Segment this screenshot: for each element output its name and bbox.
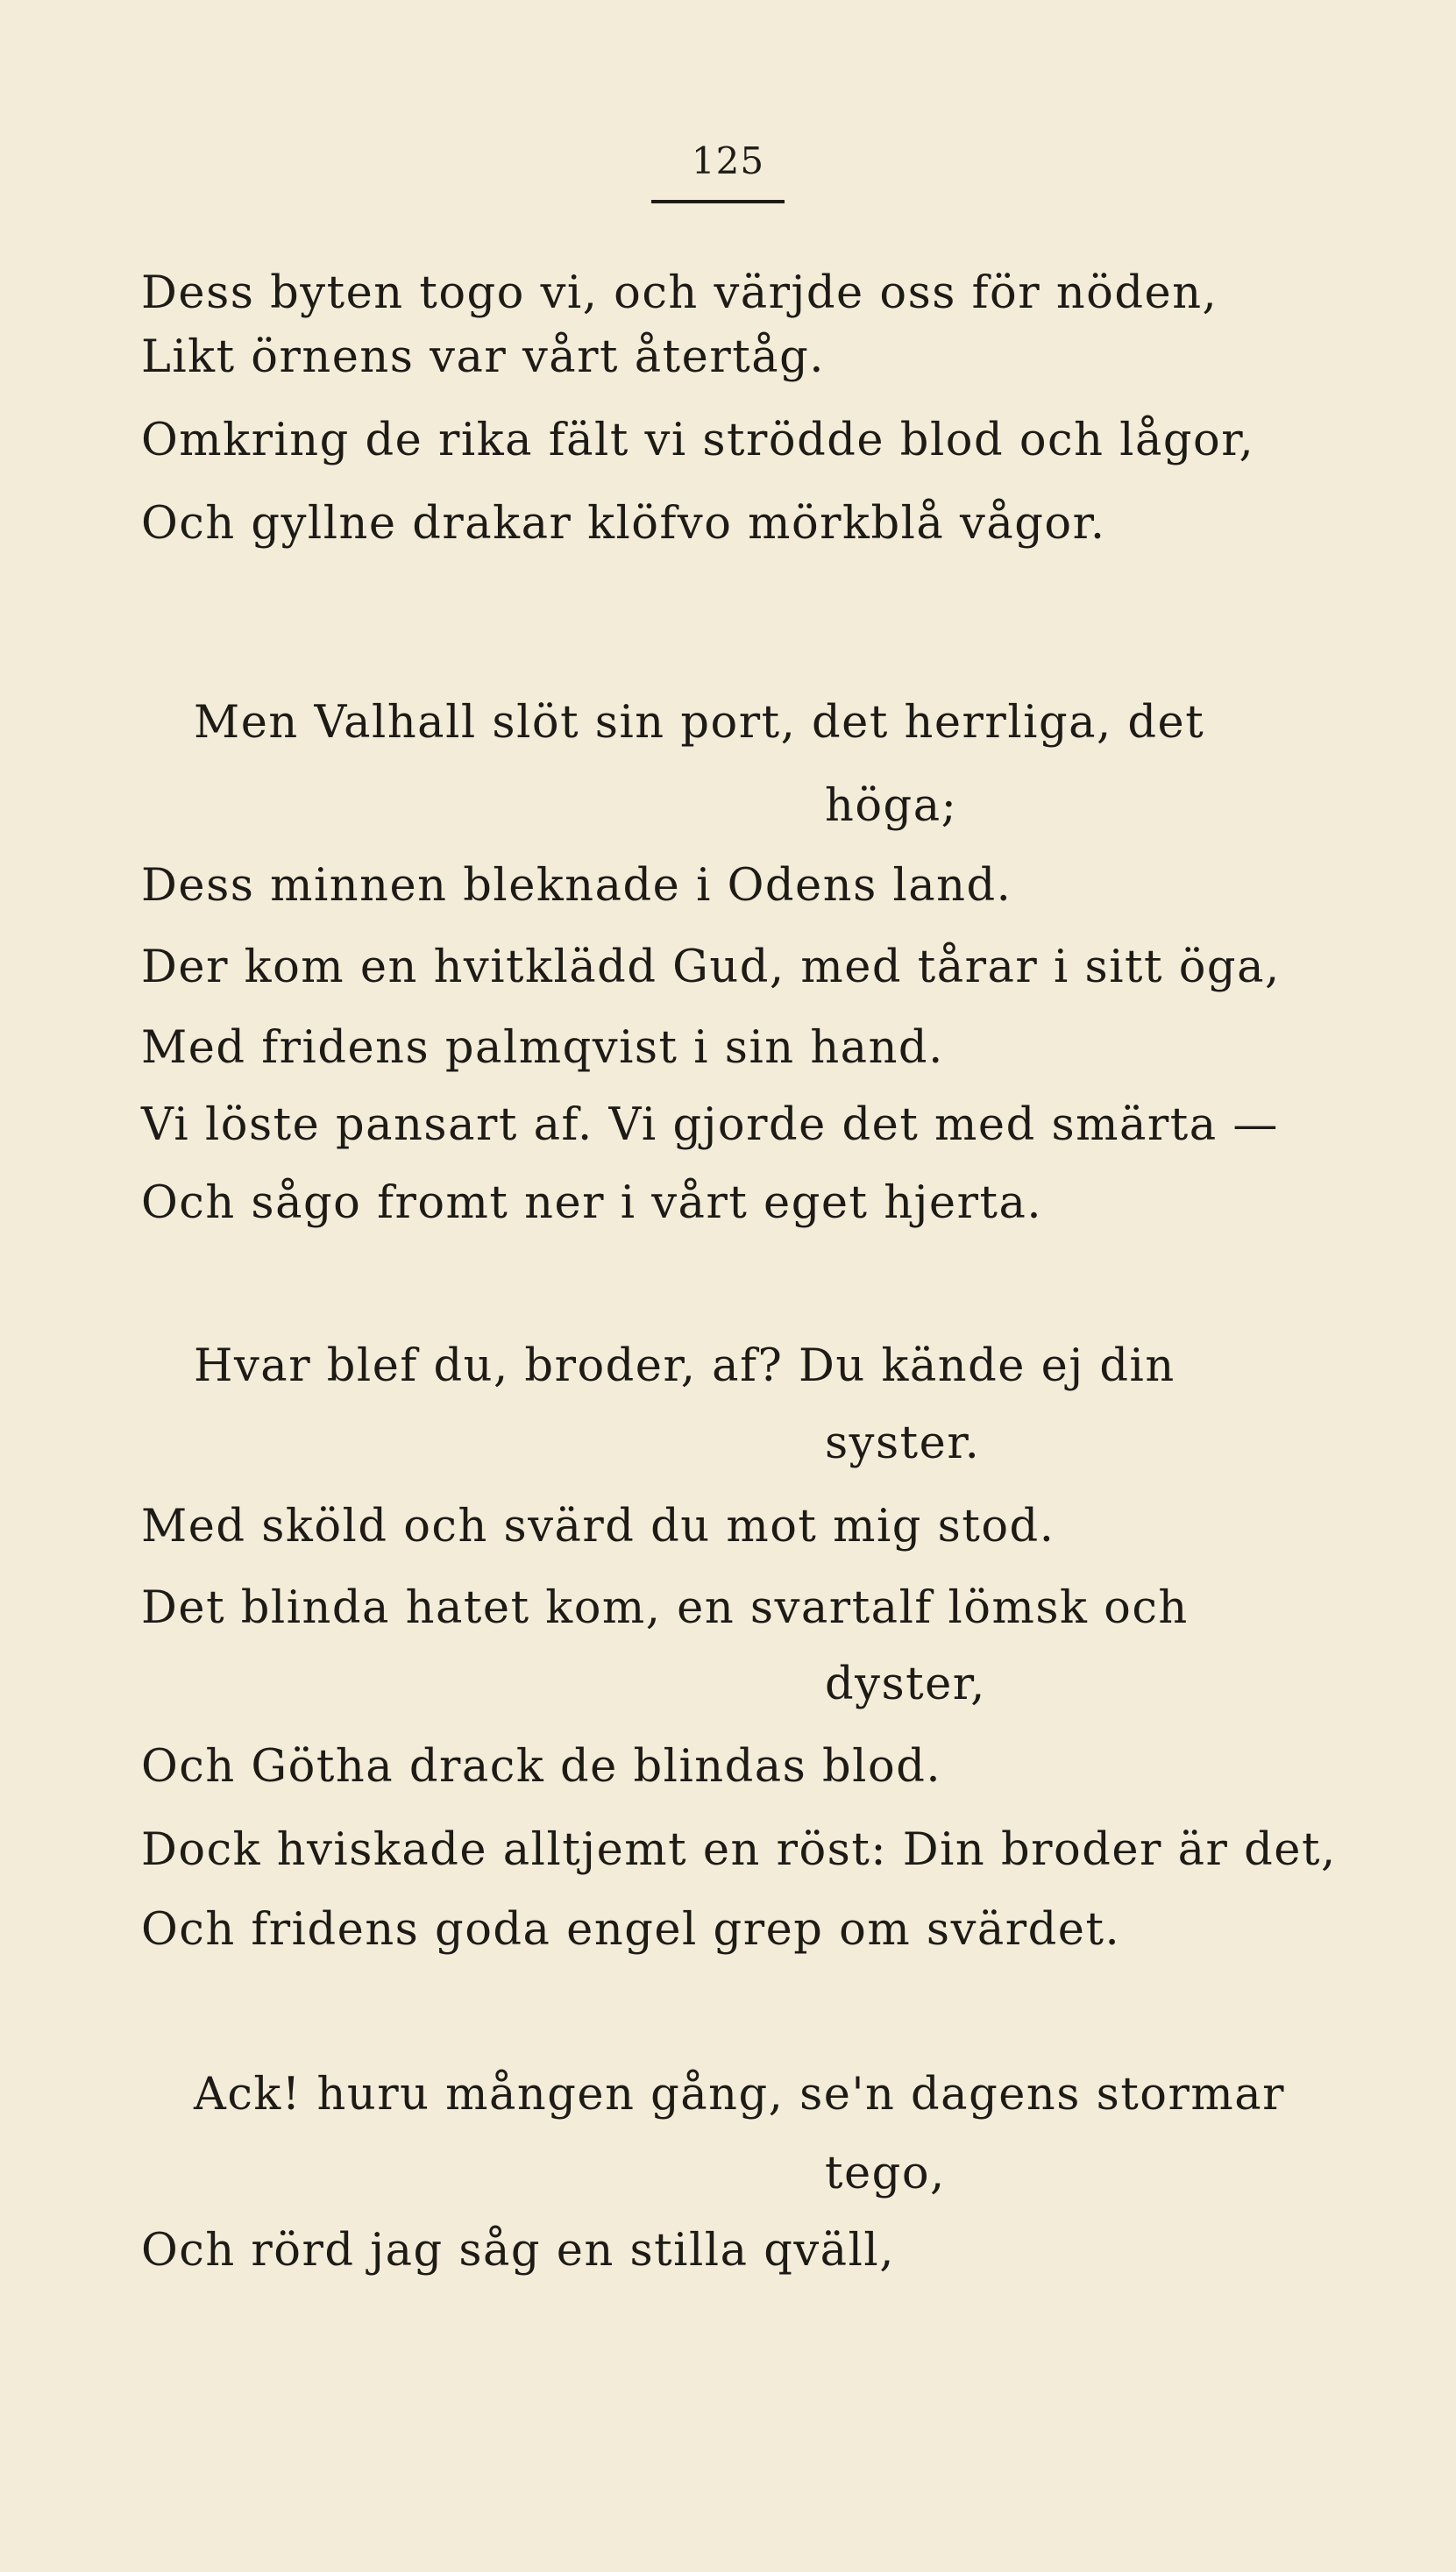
verse-line: Och gyllne drakar klöfvo mörkblå vågor. (141, 498, 1106, 550)
verse-line: Och rörd jag såg en stilla qväll, (141, 2225, 895, 2277)
page-number: 125 (691, 139, 765, 182)
verse-line: Och fridens goda engel grep om svärdet. (141, 1904, 1121, 1956)
verse-line: Ack! huru mången gång, se'n dagens stormar (194, 2069, 1286, 2121)
verse-line-continuation: höga; (825, 780, 958, 832)
verse-line: Likt örnens var vårt återtåg. (141, 331, 825, 383)
verse-line: Och Götha drack de blindas blod. (141, 1741, 942, 1793)
verse-line: Men Valhall slöt sin port, det herrliga, det (194, 697, 1205, 749)
verse-line: Dock hviskade alltjemt en röst: Din broder är det, (141, 1824, 1337, 1876)
verse-line-continuation: tego, (825, 2148, 946, 2199)
verse-line: Och sågo fromt ner i vårt eget hjerta. (141, 1177, 1043, 1229)
verse-line: Dess byten togo vi, och värjde oss för nöden, (141, 267, 1218, 319)
verse-line: Omkring de rika fält vi strödde blod och lågor, (141, 415, 1255, 466)
verse-line-continuation: syster. (825, 1417, 981, 1469)
verse-line: Der kom en hvitklädd Gud, med tårar i sitt öga, (141, 941, 1281, 993)
verse-line: Med sköld och svärd du mot mig stod. (141, 1501, 1055, 1552)
verse-line: Vi löste pansart af. Vi gjorde det med smärta — (141, 1099, 1279, 1151)
verse-line: Med fridens palmqvist i sin hand. (141, 1022, 944, 1074)
verse-line-continuation: dyster, (825, 1659, 986, 1710)
verse-line: Dess minnen bleknade i Odens land. (141, 860, 1012, 912)
header-rule (651, 200, 785, 203)
verse-line: Det blinda hatet kom, en svartalf lömsk och (141, 1582, 1189, 1634)
verse-line: Hvar blef du, broder, af? Du kände ej din (194, 1340, 1175, 1392)
